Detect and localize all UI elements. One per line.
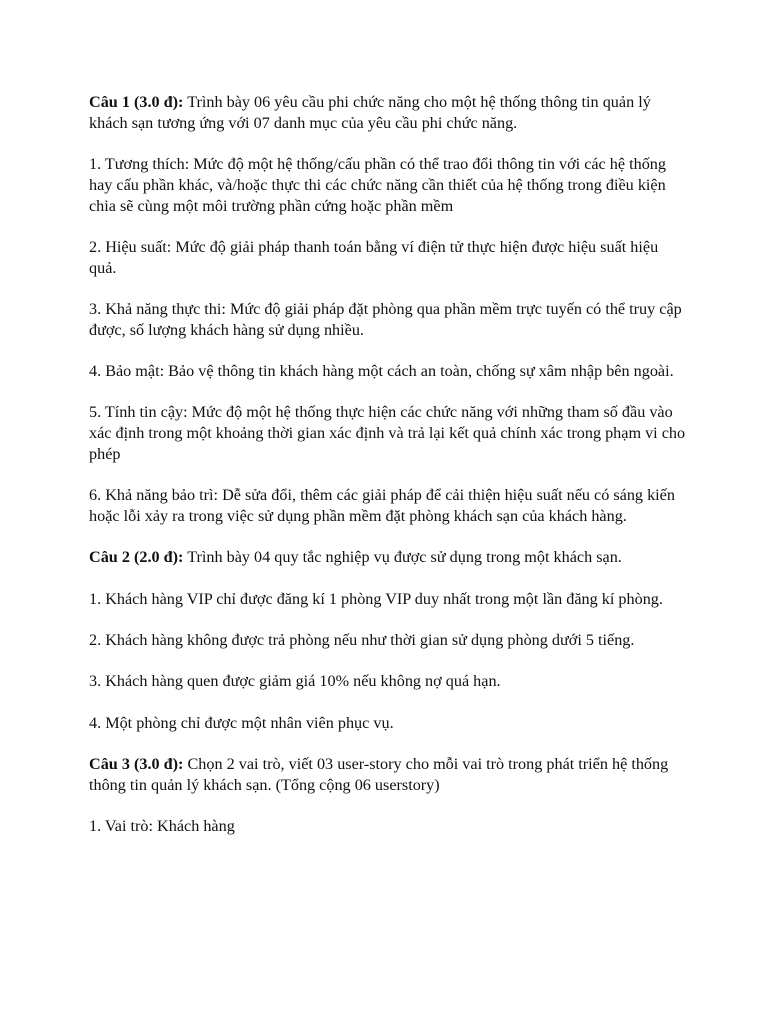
question-1-prompt: Trình bày 06 yêu cầu phi chức năng cho một hệ thống thông tin quản lý khách sạn tương ứng với 07 danh mục của yêu cầu phi chức năng. [89,93,651,132]
question-1-item-compatibility: 1. Tương thích: Mức độ một hệ thống/cấu phần có thể trao đổi thông tin với các hệ thống hay cấu phần khác, và/hoặc thực thi các chức năng cần thiết của hệ thống trong điều kiện chia sẽ cùng một môi trường phần cứng hoặc phần mềm [89,155,666,215]
question-2-rule-3: 3. Khách hàng quen được giảm giá 10% nếu không nợ quá hạn. [89,672,501,691]
question-2-label: Câu 2 (2.0 đ): [89,548,184,567]
question-3-label: Câu 3 (3.0 đ): [89,754,184,773]
question-3-role-1: 1. Vai trò: Khách hàng [89,817,235,836]
question-1-heading [89,92,689,134]
question-1-item-maintainability: 6. Khả năng bảo trì: Dễ sửa đổi, thêm các giải pháp để cải thiện hiệu suất nếu có sáng kiến hoặc lỗi xảy ra trong việc sử dụng phần mềm đặt phòng khách sạn của khách hàng. [89,486,675,526]
question-2-rule-2: 2. Khách hàng không được trả phòng nếu như thời gian sử dụng phòng dưới 5 tiếng. [89,631,635,650]
question-1-item-reliability: 5. Tính tin cậy: Mức độ một hệ thống thực hiện các chức năng với những tham số đầu vào xác định trong một khoảng thời gian xác định và trả lại kết quả chính xác trong phạm vi cho phép [89,403,686,464]
document-body [89,92,689,857]
question-2-heading [89,547,689,568]
question-3-heading [89,754,689,796]
question-2-rule-1: 1. Khách hàng VIP chỉ được đăng kí 1 phòng VIP duy nhất trong một lần đăng kí phòng. [89,589,663,608]
question-2-prompt: Trình bày 04 quy tắc nghiệp vụ được sử dụng trong một khách sạn. [183,548,622,567]
question-1-item-performance: 2. Hiệu suất: Mức độ giải pháp thanh toán bằng ví điện tử thực hiện được hiệu suất hiệu quả. [89,237,659,277]
question-3-prompt: Chọn 2 vai trò, viết 03 user-story cho mỗi vai trò trong phát triển hệ thống thông tin quản lý khách sạn. (Tổng cộng 06 userstory) [89,754,669,794]
question-1-item-security: 4. Bảo mật: Bảo vệ thông tin khách hàng một cách an toàn, chống sự xâm nhập bên ngoài. [89,362,674,381]
question-1-item-usability: 3. Khả năng thực thi: Mức độ giải pháp đặt phòng qua phần mềm trực tuyến có thể truy cập được, số lượng khách hàng sử dụng nhiều. [89,300,682,339]
question-2-rule-4: 4. Một phòng chỉ được một nhân viên phục vụ. [89,713,394,732]
question-1-label: Câu 1 (3.0 đ): [89,93,184,111]
